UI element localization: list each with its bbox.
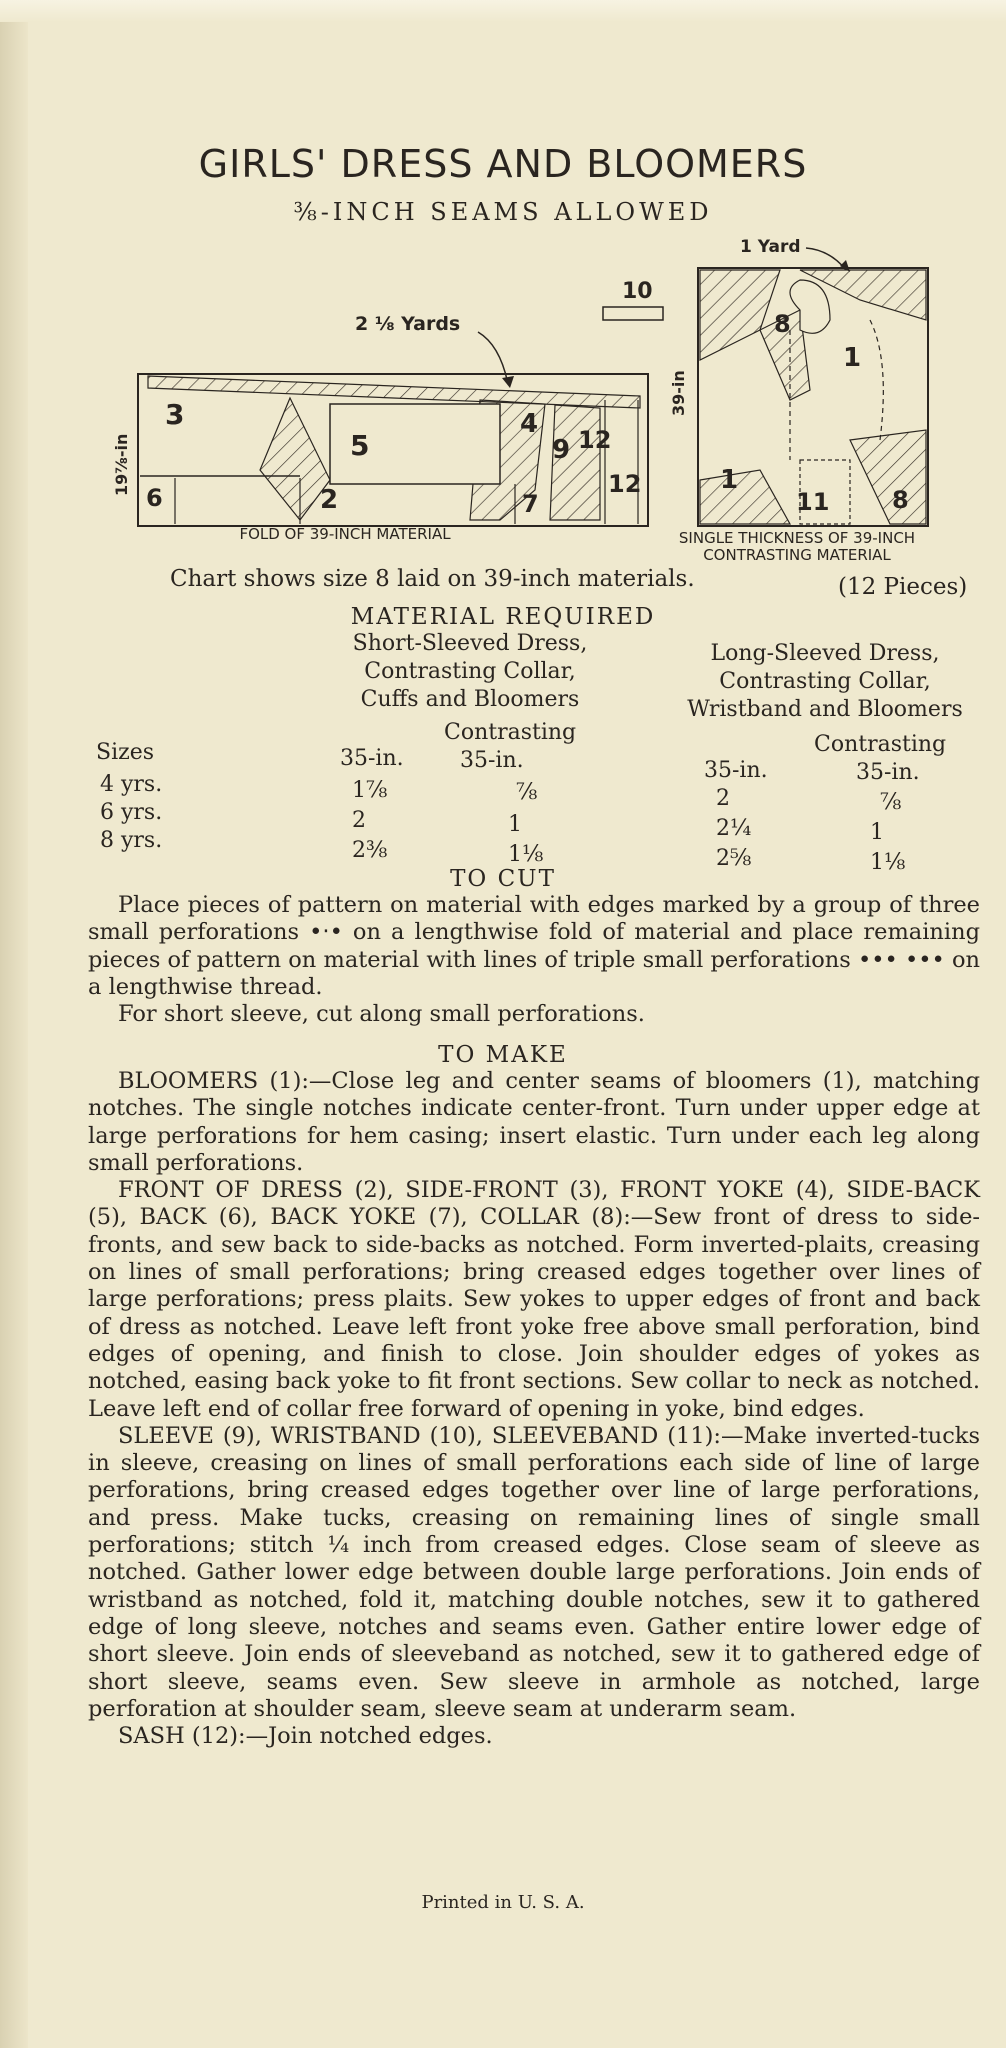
piece-8-label-b: 8: [892, 486, 909, 514]
pieces-count: (12 Pieces): [838, 574, 968, 600]
right-width-label: 39-in: [669, 370, 688, 416]
cutting-layout-diagram: [0, 0, 1006, 560]
long-dress-line: Wristband and Bloomers: [687, 697, 963, 722]
short-contrasting-width-header: 35-in.: [460, 748, 524, 773]
long-yardage-cell: 2¼: [716, 816, 752, 841]
size-row-label: 8 yrs.: [100, 828, 163, 853]
long-yardage-cell: 2⅝: [716, 846, 752, 871]
piece-10-outline: [603, 307, 663, 320]
piece-12-label-b: 12: [608, 470, 642, 498]
long-contrast-cell: 1: [870, 820, 884, 845]
piece-1-label-a: 1: [843, 343, 862, 373]
chart-note: Chart shows size 8 laid on 39-inch materials.: [170, 566, 695, 592]
short-dress-line: Contrasting Collar,: [364, 659, 576, 684]
piece-6-label: 6: [146, 484, 163, 512]
short-dress-heading: [320, 630, 620, 714]
piece-9-label: 9: [552, 435, 571, 465]
short-yardage-cell: 2⅜: [352, 838, 388, 863]
bloomers-instructions: BLOOMERS (1):—Close leg and center seams of bloomers (1), matching notches. The single notches indicate center-front. Turn under upper edge at large perforations for hem casing; insert elastic. Turn under each leg along small perforations.: [88, 1068, 980, 1176]
left-width-label: 19⅞-in: [112, 433, 131, 496]
sizes-label: Sizes: [96, 740, 155, 765]
long-contrasting-header: Contrasting: [814, 732, 947, 757]
short-contrasting-header: Contrasting: [444, 720, 577, 745]
to-cut-heading: TO CUT: [450, 866, 556, 892]
short-dress-line: Short-Sleeved Dress,: [352, 631, 588, 656]
long-contrast-cell: ⅞: [880, 790, 902, 815]
short-yardage-cell: 2: [352, 808, 366, 833]
long-contrasting-width-header: 35-in.: [856, 760, 920, 785]
to-make-heading: TO MAKE: [438, 1042, 568, 1068]
short-contrast-cell: 1: [508, 812, 522, 837]
printed-in-usa: Printed in U. S. A.: [421, 1892, 585, 1913]
left-yardage-label: 2 ⅛ Yards: [355, 313, 461, 335]
piece-4-label: 4: [520, 409, 539, 439]
sleeve-instructions: SLEEVE (9), WRISTBAND (10), SLEEVEBAND (11):—Make inverted-tucks in sleeve, creasing on lines of small perforations each side of line of large perforations, bring creased edges together over line of large perforations, and press. Make tucks, creasing on remaining lines of single small perforations; stitch ¼ inch from creased edges. Close seam of sleeve as notched. Gather lower edge between double large perforations. Join ends of wristband as notched, fold it, matching double notches, sew it to gathered edge of long sleeve, notches and seams even. Gather entire lower edge of short sleeve. Join ends of sleeveband as notched, sew it to gathered edge of short sleeve, seams even. Sew sleeve in armhole as notched, large perforation at shoulder seam, sleeve seam at underarm seam.: [88, 1422, 980, 1722]
long-dress-line: Long-Sleeved Dress,: [710, 641, 940, 666]
contrasting-caption: SINGLE THICKNESS OF 39-INCH CONTRASTING MATERIAL: [678, 529, 916, 564]
long-yardage-cell: 2: [716, 786, 730, 811]
short-width-header: 35-in.: [340, 746, 404, 771]
size-row-label: 4 yrs.: [100, 772, 163, 797]
long-width-header: 35-in.: [704, 758, 768, 783]
long-dress-heading: [660, 640, 990, 724]
piece-1-label-b: 1: [720, 465, 739, 495]
fold-caption: FOLD OF 39-INCH MATERIAL: [239, 525, 451, 543]
to-cut-instructions: [88, 892, 980, 1028]
size-row-label: 6 yrs.: [100, 800, 163, 825]
long-dress-line: Contrasting Collar,: [719, 669, 931, 694]
piece-12-label-a: 12: [578, 426, 612, 454]
piece-8-label-a: 8: [774, 310, 791, 338]
to-cut-text: Place pieces of pattern on material with edges marked by a group of three small perforations •‧• on a lengthwise fold of material and place remaining pieces of pattern on material with lines of triple small perforations ••• ••• on a lengthwise thread.: [88, 892, 980, 1000]
material-required-heading: MATERIAL REQUIRED: [350, 604, 656, 630]
dress-instructions: FRONT OF DRESS (2), SIDE-FRONT (3), FRONT YOKE (4), SIDE-BACK (5), BACK (6), BACK YOKE (7), COLLAR (8):—Sew front of dress to side-fronts, and sew back to side-backs as notched. Form inverted-plaits, creasing on lines of small perforations; bring creased edges together over lines of large perforations; press plaits. Sew yokes to upper edges of front and back of dress as notched. Leave left front yoke free above small perforation, bind edges of opening, and finish to close. Join shoulder edges of yokes as notched, easing back yoke to fit front sections. Sew collar to neck as notched. Leave left end of collar free forward of opening in yoke, bind edges.: [88, 1177, 980, 1422]
seam-allowance-subtitle: ⅜-INCH SEAMS ALLOWED: [293, 198, 713, 226]
short-contrast-cell: 1⅛: [508, 842, 544, 867]
page-title: GIRLS' DRESS AND BLOOMERS: [198, 142, 808, 186]
short-dress-line: Cuffs and Bloomers: [360, 687, 580, 712]
piece-10-label: 10: [622, 279, 653, 304]
to-cut-text-short-sleeve: For short sleeve, cut along small perforations.: [118, 1001, 645, 1028]
to-make-instructions: [88, 1068, 980, 1750]
short-yardage-cell: 1⅞: [352, 778, 388, 803]
piece-11-label: 11: [796, 488, 830, 516]
piece-2-label: 2: [320, 485, 339, 515]
right-yardage-label: 1 Yard: [740, 237, 801, 257]
short-contrast-cell: ⅞: [516, 780, 538, 805]
piece-5-label: 5: [350, 429, 370, 462]
long-contrast-cell: 1⅛: [870, 850, 906, 875]
piece-7-label: 7: [522, 490, 539, 518]
piece-3-label: 3: [165, 398, 185, 431]
sash-instructions: SASH (12):—Join notched edges.: [118, 1723, 493, 1750]
